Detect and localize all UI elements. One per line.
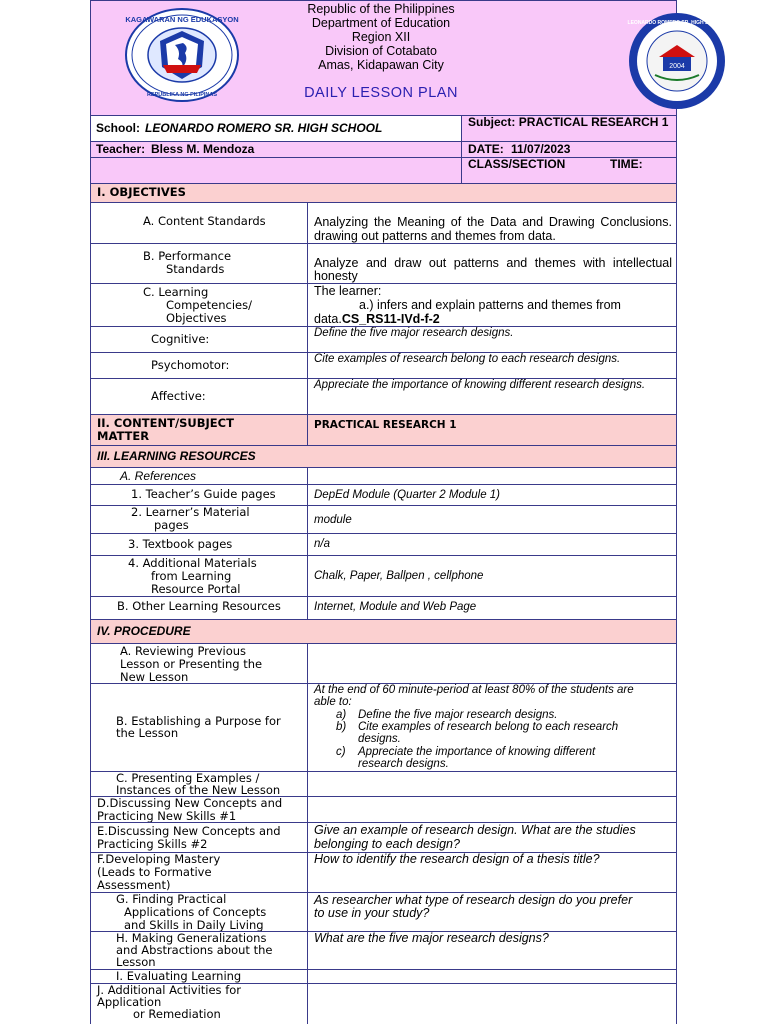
teacher-value: Bless M. Mendoza [151, 142, 255, 156]
seal-right-top-text: LEONARDO ROMERO SR. HIGH SCHOOL [627, 20, 727, 26]
teacher-cell [91, 142, 462, 157]
lesson-plan-page [90, 0, 727, 1024]
tb-label: 3. Textbook pages [128, 537, 233, 551]
performance-label-1: B. Performance [143, 249, 232, 263]
learner-intro: The learner: [314, 284, 382, 298]
am-label-1: 4. Additional Materials [128, 556, 257, 570]
affective-label-cell [91, 379, 308, 414]
header-republic: Republic of the Philippines [307, 2, 455, 16]
content-row [90, 415, 677, 446]
procedure-f-3: Assessment) [97, 878, 171, 892]
procedure-d-label-cell [91, 797, 308, 822]
procedure-b-value-cell [308, 684, 676, 771]
procedure-d-value-cell [308, 797, 676, 822]
procedure-e-2: Practicing Skills #2 [97, 837, 208, 851]
procedure-f-value: How to identify the research design of a thesis title? [314, 853, 600, 866]
procedure-a-label-cell [91, 644, 308, 683]
procedure-a-2: Lesson or Presenting the [120, 657, 263, 671]
other-label: B. Other Learning Resources [117, 599, 281, 613]
competencies-label-3: Objectives [166, 311, 227, 325]
affective-value-cell [308, 379, 676, 414]
procedure-b-item-b-1: Cite examples of research belong to each research [358, 721, 619, 733]
procedure-h-1: H. Making Generalizations [116, 932, 267, 945]
other-row [90, 597, 677, 620]
procedure-f-2: (Leads to Formative [97, 865, 212, 879]
am-label-3: Resource Portal [151, 582, 241, 596]
procedure-b-marker-a: a) [336, 709, 347, 721]
performance-standards-row [90, 244, 677, 284]
procedure-j-3: or Remediation [133, 1007, 221, 1021]
seal-right-year: 2004 [669, 63, 685, 70]
am-label-cell [91, 556, 308, 596]
psychomotor-value-cell [308, 353, 676, 378]
info-row-school [90, 116, 677, 142]
procedure-f-value-cell [308, 853, 676, 892]
procedure-j-1: J. Additional Activities for [97, 984, 242, 997]
page-title: DAILY LESSON PLAN [304, 85, 458, 101]
procedure-f-label-cell [91, 853, 308, 892]
procedure-a-1: A. Reviewing Previous [120, 644, 247, 658]
competencies-label-2: Competencies/ [166, 298, 252, 312]
other-label-cell [91, 597, 308, 619]
header [90, 0, 727, 116]
procedure-c-label-cell [91, 772, 308, 796]
lm-label-2: pages [154, 518, 189, 532]
seal-left-bottom-text: REPUBLIKA NG PILIPINAS [146, 92, 218, 98]
lm-value-cell [308, 506, 676, 533]
learner-code: CS_RS11-IVd-f-2 [341, 312, 440, 326]
procedure-d-1: D.Discussing New Concepts and [97, 797, 283, 810]
procedure-b-item-a: Define the five major research designs. [358, 709, 558, 721]
objectives-heading: I. OBJECTIVES [97, 185, 186, 199]
psychomotor-label-cell [91, 353, 308, 378]
content-heading-2: MATTER [97, 429, 150, 443]
procedure-e-value-cell [308, 823, 676, 852]
am-label-2: from Learning [151, 569, 232, 583]
date-label: DATE: [468, 142, 504, 156]
procedure-i-row [90, 970, 677, 984]
competencies-row [90, 284, 677, 327]
cognitive-label: Cognitive: [151, 332, 210, 346]
cognitive-value: Define the five major research designs. [314, 327, 514, 339]
affective-row [90, 379, 677, 415]
procedure-g-row [90, 893, 677, 932]
procedure-b-intro-1: At the end of 60 minute-period at least 80% of the students are [314, 684, 634, 696]
learner-item-2: data. [314, 312, 342, 326]
psychomotor-value: Cite examples of research belong to each research designs. [314, 353, 621, 365]
procedure-e-1: E.Discussing New Concepts and [97, 824, 281, 838]
content-heading-1: II. CONTENT/SUBJECT [97, 416, 234, 430]
procedure-heading: IV. PROCEDURE [97, 624, 191, 638]
performance-value: Analyze and draw out patterns and themes with intellectual honesty [314, 256, 672, 283]
procedure-h-value: What are the five major research designs? [314, 932, 549, 945]
lm-row [90, 506, 677, 534]
content-standards-label: A. Content Standards [143, 214, 266, 228]
procedure-j-label-cell [91, 984, 308, 1024]
procedure-g-value-2: to use in your study? [314, 906, 430, 920]
procedure-j-value-cell [308, 984, 676, 1024]
content-value: PRACTICAL RESEARCH 1 [314, 419, 457, 431]
affective-label: Affective: [151, 389, 206, 403]
procedure-f-row [90, 853, 677, 893]
references-row [90, 468, 677, 485]
tg-value-cell [308, 485, 676, 505]
procedure-e-label-cell [91, 823, 308, 852]
time-label: TIME: [610, 158, 643, 171]
content-standards-row [90, 203, 677, 244]
am-value: Chalk, Paper, Ballpen , cellphone [314, 570, 484, 582]
procedure-b-marker-c: c) [336, 746, 346, 758]
school-cell [91, 116, 462, 141]
procedure-c-value-cell [308, 772, 676, 796]
lm-value: module [314, 514, 352, 526]
teacher-label: Teacher: [96, 142, 146, 156]
subject-text [468, 116, 676, 129]
procedure-heading-row [90, 620, 677, 644]
procedure-b-1: B. Establishing a Purpose for [116, 714, 281, 728]
content-standards-value-cell [308, 203, 676, 243]
procedure-c-1: C. Presenting Examples / [116, 772, 260, 785]
resources-heading: III. LEARNING RESOURCES [97, 449, 256, 463]
procedure-g-value-cell [308, 893, 676, 931]
procedure-j-row [90, 984, 677, 1024]
seal-left-top-text: KAGAWARAN NG EDUKASYON [125, 15, 239, 24]
school-seal-icon [619, 11, 737, 111]
resources-heading-row [90, 446, 677, 468]
subject-label: Subject: [468, 116, 516, 129]
tg-label: 1. Teacher’s Guide pages [131, 487, 276, 501]
am-value-cell [308, 556, 676, 596]
affective-value: Appreciate the importance of knowing different research designs. [314, 379, 646, 391]
procedure-d-2: Practicing New Skills #1 [97, 809, 237, 822]
procedure-f-1: F.Developing Mastery [97, 853, 221, 866]
cognitive-row [90, 327, 677, 353]
tb-value: n/a [314, 538, 330, 550]
references-label: A. References [120, 469, 197, 483]
competencies-label-1: C. Learning [143, 285, 209, 299]
procedure-g-1: G. Finding Practical [116, 893, 227, 906]
learner-item-line2 [314, 313, 440, 326]
procedure-e-value-1: Give an example of research design. What are the studies [314, 823, 636, 837]
references-value-cell [308, 468, 676, 484]
procedure-b-intro-2: able to: [314, 696, 352, 708]
procedure-e-row [90, 823, 677, 853]
cognitive-label-cell [91, 327, 308, 352]
procedure-g-2: Applications of Concepts [124, 905, 267, 919]
performance-value-cell [308, 244, 676, 283]
header-address [261, 2, 501, 72]
procedure-h-label-cell [91, 932, 308, 969]
header-location: Amas, Kidapawan City [318, 58, 444, 72]
procedure-b-row [90, 684, 677, 772]
subject-value: PRACTICAL RESEARCH 1 [518, 116, 669, 129]
header-department: Department of Education [311, 16, 451, 30]
procedure-c-2: Instances of the New Lesson [116, 783, 281, 796]
psychomotor-label: Psychomotor: [151, 358, 230, 372]
procedure-h-row [90, 932, 677, 970]
competencies-value-cell [308, 284, 676, 326]
procedure-h-2: and Abstractions about the [116, 943, 273, 957]
procedure-a-value-cell [308, 644, 676, 683]
tb-label-cell [91, 534, 308, 555]
subject-cell [462, 116, 676, 141]
date-cell [462, 142, 676, 157]
tb-value-cell [308, 534, 676, 555]
procedure-b-2: the Lesson [116, 726, 179, 740]
procedure-c-row [90, 772, 677, 797]
lm-label-cell [91, 506, 308, 533]
content-value-cell [308, 415, 676, 445]
procedure-a-3: New Lesson [120, 670, 189, 683]
procedure-e-value-2: belonging to each design? [314, 837, 460, 851]
info-row-teacher [90, 142, 677, 158]
empty-cell [91, 158, 462, 183]
tg-row [90, 485, 677, 506]
procedure-h-3: Lesson [116, 955, 156, 969]
school-value: LEONARDO ROMERO SR. HIGH SCHOOL [145, 121, 383, 135]
procedure-i-label: I. Evaluating Learning [116, 970, 242, 983]
class-cell [462, 158, 676, 183]
procedure-d-row [90, 797, 677, 823]
class-label: CLASS/SECTION [468, 158, 566, 171]
procedure-i-value-cell [308, 970, 676, 983]
competencies-label-cell [91, 284, 308, 326]
learner-item: a.) infers and explain patterns and themes from [359, 298, 621, 312]
procedure-b-item-c-2: research designs. [358, 758, 449, 770]
tg-value: DepEd Module (Quarter 2 Module 1) [314, 489, 501, 501]
school-label: School: [96, 121, 140, 135]
procedure-g-3: and Skills in Daily Living [124, 918, 264, 931]
am-row [90, 556, 677, 597]
procedure-g-value-1: As researcher what type of research design do you prefer [314, 893, 633, 907]
procedure-i-label-cell [91, 970, 308, 983]
content-heading-cell [91, 415, 308, 445]
procedure-b-item-c-1: Appreciate the importance of knowing different [358, 746, 596, 758]
tb-row [90, 534, 677, 556]
header-region: Region XII [351, 30, 411, 44]
objectives-heading-row [90, 184, 677, 203]
procedure-a-row [90, 644, 677, 684]
info-row-class [90, 158, 677, 184]
other-value: Internet, Module and Web Page [314, 601, 477, 613]
header-division: Division of Cotabato [325, 44, 437, 58]
procedure-h-value-cell [308, 932, 676, 969]
lm-label-1: 2. Learner’s Material [131, 506, 250, 519]
procedure-b-marker-b: b) [336, 721, 347, 733]
date-value: 11/07/2023 [511, 142, 571, 156]
performance-label-2: Standards [166, 262, 225, 276]
content-standards-label-cell [91, 203, 308, 243]
psychomotor-row [90, 353, 677, 379]
deped-seal-icon [123, 7, 241, 103]
tg-label-cell [91, 485, 308, 505]
content-standards-value: Analyzing the Meaning of the Data and Drawing Conclusions. drawing out patterns and themes from data. [314, 215, 672, 243]
other-value-cell [308, 597, 676, 619]
procedure-g-label-cell [91, 893, 308, 931]
procedure-b-item-b-2: designs. [358, 733, 401, 745]
procedure-b-label-cell [91, 684, 308, 771]
references-label-cell [91, 468, 308, 484]
cognitive-value-cell [308, 327, 676, 352]
performance-label-cell [91, 244, 308, 283]
procedure-j-2: Application [97, 995, 162, 1009]
